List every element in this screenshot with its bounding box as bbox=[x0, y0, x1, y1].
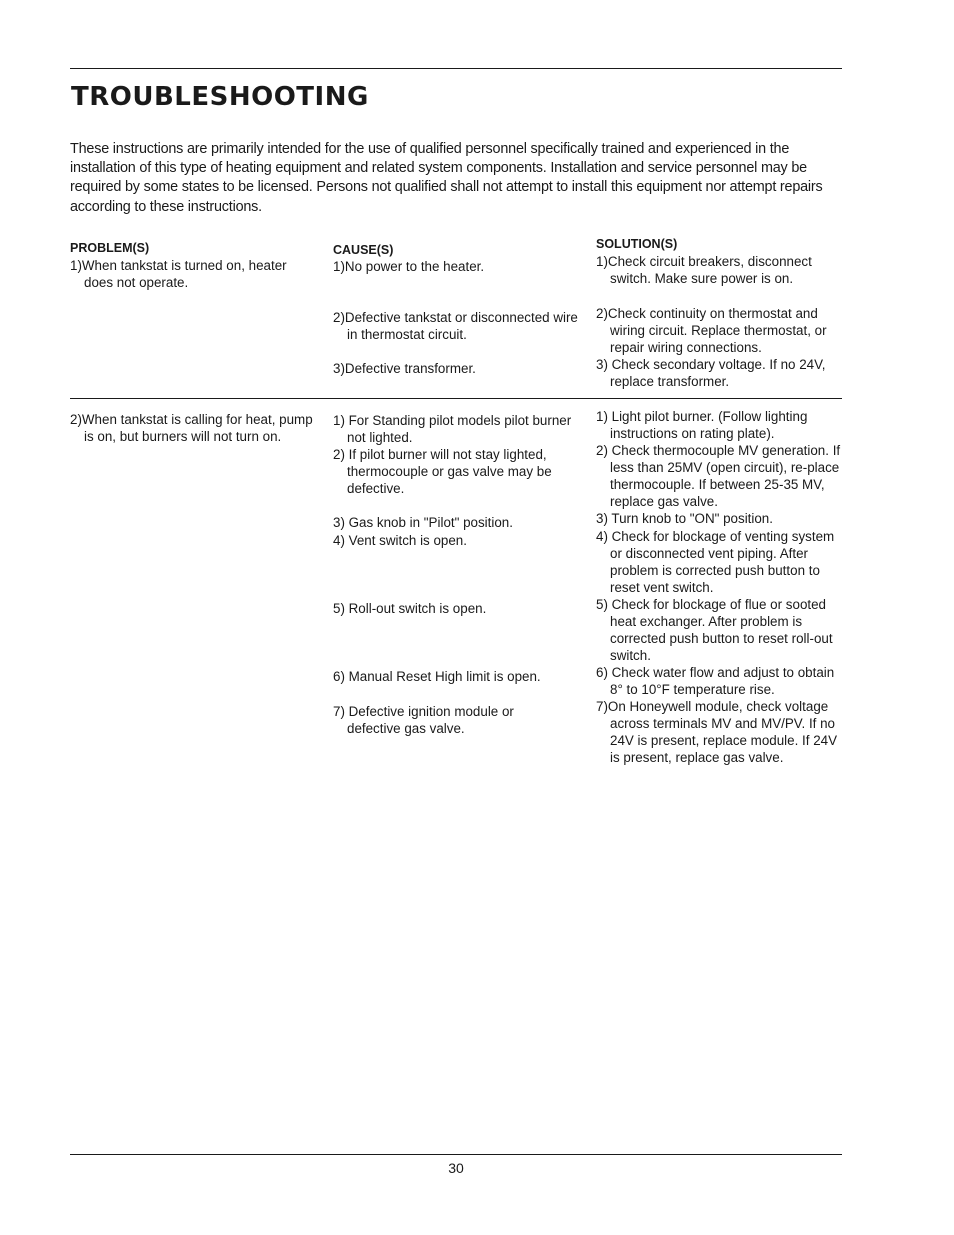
solution-item-text: 2)Check continuity on thermostat and wiring circuit. Replace thermostat, or repair wiring connections. bbox=[596, 306, 827, 355]
cause-item-text: 2) If pilot burner will not stay lighted, thermocouple or gas valve may be defective. bbox=[333, 447, 552, 496]
cause-item bbox=[333, 532, 578, 549]
page-title: TROUBLESHOOTING bbox=[71, 82, 369, 112]
intro-paragraph: These instructions are primarily intended for the use of qualified personnel specifically trained and experienced in the installation of this type of heating equipment and related system components. Installation and service personnel may be required by some states to be licensed. Persons not qualified shall not attempt to install this equipment nor attempt repairs according to these instructions. bbox=[70, 141, 823, 215]
solution-item bbox=[596, 356, 846, 390]
bottom-rule bbox=[70, 1154, 842, 1155]
solution-item bbox=[596, 253, 846, 287]
top-rule bbox=[70, 68, 842, 69]
problem-item: 1)When tankstat is turned on, heater does not operate. bbox=[70, 258, 287, 290]
cause-item bbox=[333, 600, 578, 617]
solution-item-text: 1) Light pilot burner. (Follow lighting instructions on rating plate). bbox=[596, 409, 808, 441]
solution-item-text: 1)Check circuit breakers, disconnect switch. Make sure power is on. bbox=[596, 254, 812, 286]
solution-item bbox=[596, 408, 826, 442]
solution-item-text: 6) Check water flow and adjust to obtain 8° to 10°F temperature rise. bbox=[596, 665, 835, 697]
cause-item-text: 3)Defective transformer. bbox=[333, 361, 476, 376]
solution-item bbox=[596, 698, 846, 766]
page-number: 30 bbox=[448, 1160, 464, 1176]
cause-item-text: 2)Defective tankstat or disconnected wire in thermostat circuit. bbox=[333, 310, 578, 342]
solution-item bbox=[596, 596, 844, 664]
cause-item bbox=[333, 309, 578, 343]
problem-cell bbox=[70, 257, 315, 291]
problem-item: 2)When tankstat is calling for heat, pump is on, but burners will not turn on. bbox=[70, 412, 313, 444]
cause-item-text: 1) For Standing pilot models pilot burner not lighted. bbox=[333, 413, 572, 445]
cause-item-text: 1)No power to the heater. bbox=[333, 259, 485, 274]
solution-item bbox=[596, 442, 844, 510]
problem-cell bbox=[70, 411, 325, 445]
solution-item bbox=[596, 510, 844, 527]
cause-header: CAUSE(S) bbox=[333, 243, 394, 257]
solution-item-text: 5) Check for blockage of flue or sooted heat exchanger. After problem is corrected push button to reset roll-out switch. bbox=[596, 597, 833, 663]
solution-header: SOLUTION(S) bbox=[596, 237, 678, 251]
problem-header: PROBLEM(S) bbox=[70, 241, 150, 255]
cause-item-text: 4) Vent switch is open. bbox=[333, 533, 467, 548]
cause-item-text: 6) Manual Reset High limit is open. bbox=[333, 669, 541, 684]
cause-item bbox=[333, 258, 578, 275]
solution-item bbox=[596, 664, 844, 698]
solution-item-text: 4) Check for blockage of venting system or disconnected vent piping. After problem is corrected push button to reset vent switch. bbox=[596, 529, 835, 595]
cause-item bbox=[333, 446, 578, 497]
cause-item bbox=[333, 360, 578, 377]
cause-item-text: 3) Gas knob in "Pilot" position. bbox=[333, 515, 513, 530]
row-divider bbox=[70, 398, 842, 399]
cause-item bbox=[333, 412, 585, 446]
solution-item bbox=[596, 528, 846, 596]
solution-item-text: 7)On Honeywell module, check voltage across terminals MV and MV/PV. If no 24V is present, replace module. If 24V is present, replace gas valve. bbox=[596, 699, 838, 765]
cause-item-text: 7) Defective ignition module or defective gas valve. bbox=[333, 704, 514, 736]
solution-item bbox=[596, 305, 846, 356]
solution-item-text: 3) Turn knob to "ON" position. bbox=[596, 511, 773, 526]
cause-item bbox=[333, 514, 578, 531]
cause-item bbox=[333, 668, 578, 685]
cause-item-text: 5) Roll-out switch is open. bbox=[333, 601, 487, 616]
solution-item-text: 2) Check thermocouple MV generation. If less than 25MV (open circuit), re-place thermocouple. If between 25-35 MV, replace gas valve. bbox=[596, 443, 841, 509]
solution-item-text: 3) Check secondary voltage. If no 24V, replace transformer. bbox=[596, 357, 826, 389]
cause-item bbox=[333, 703, 553, 737]
